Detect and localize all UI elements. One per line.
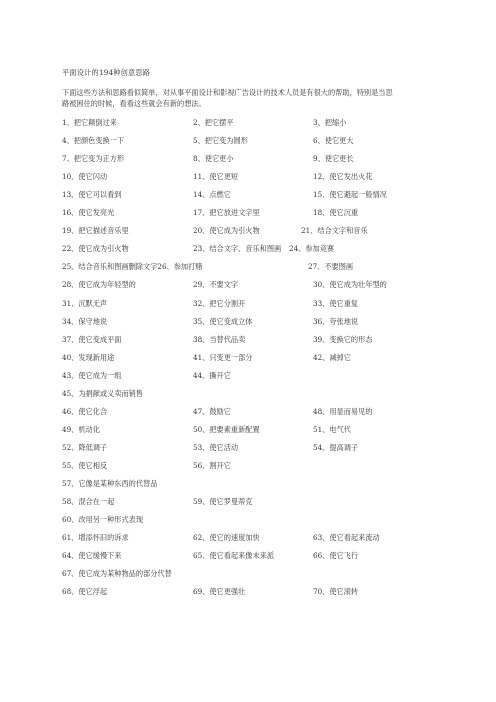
list-item: 5、把它变为圆形 <box>193 136 248 146</box>
list-item: 25、结合音乐和图画删除文字26、参加打赌 <box>62 262 203 272</box>
list-row <box>62 424 462 435</box>
list-item: 64、使它缓慢下来 <box>62 551 122 561</box>
list-item: 42、减掉它 <box>313 352 351 362</box>
list-item: 55、使它相反 <box>62 460 108 470</box>
list-item: 53、使它活动 <box>193 442 239 452</box>
list-row <box>62 117 462 128</box>
list-item: 13、使它可以看到 <box>62 190 122 200</box>
list-item: 51、电气代 <box>313 424 351 434</box>
list-item: 44、撕开它 <box>193 370 231 380</box>
list-item: 29、不要文字 <box>193 280 239 290</box>
list-item: 35、使它变成立体 <box>193 316 253 326</box>
list-item: 7、把它变为正方形 <box>62 154 125 164</box>
list-item: 19、把它描述音乐里 <box>62 226 129 236</box>
list-item: 50、把要素重新配置 <box>193 424 260 434</box>
list-item: 28、使它成为年轻型的 <box>62 280 136 290</box>
list-row <box>62 261 462 272</box>
list-item: 48、用显而易见的 <box>313 406 373 416</box>
list-item: 27、不要图画 <box>308 262 354 272</box>
list-item: 37、使它变成平面 <box>62 334 122 344</box>
list-row <box>62 316 462 327</box>
list-row <box>62 550 462 561</box>
list-item: 22、使它成为引火物 <box>62 244 129 254</box>
list-item: 59、使它罗曼蒂克 <box>193 497 253 507</box>
list-row <box>62 586 462 597</box>
list-item: 63、使它看起来流动 <box>313 533 380 543</box>
list-row <box>62 370 462 381</box>
list-item: 43、使它成为一组 <box>62 370 122 380</box>
list-item: 66、使它飞行 <box>313 551 359 561</box>
list-item: 52、降低调子 <box>62 442 108 452</box>
list-item: 58、混合在一起 <box>62 497 115 507</box>
list-item: 4、把颜色变换一下 <box>62 136 125 146</box>
list-row <box>62 225 462 236</box>
list-row <box>62 352 462 363</box>
list-item: 38、当替代品卖 <box>193 334 246 344</box>
list-item: 30、使它成为壮年型的 <box>313 280 387 290</box>
list-item: 68、使它浮起 <box>62 587 108 597</box>
list-item: 65、使它看起来像未来派 <box>193 551 275 561</box>
list-item: 67、使它成为某种物品的部分代替 <box>62 569 172 579</box>
list-item: 1、把它颠倒过来 <box>62 118 117 127</box>
list-row <box>62 135 462 146</box>
list-item: 31、沉默无声 <box>62 298 108 308</box>
list-item: 36、夸张地说 <box>313 316 359 326</box>
list-row <box>62 334 462 345</box>
list-row <box>62 189 462 200</box>
list-item: 61、增添怀旧的诉求 <box>62 533 129 543</box>
list-row <box>62 406 462 417</box>
list-item: 69、使它更强壮 <box>193 587 246 597</box>
list-row <box>62 243 462 254</box>
list-row <box>62 171 462 182</box>
list-row <box>62 153 462 164</box>
list-item: 16、使它发亮光 <box>62 208 115 218</box>
list-item: 3、把缩小 <box>313 118 347 127</box>
list-item: 20、使它成为引火物 <box>193 226 260 236</box>
list-item: 11、使它更短 <box>193 172 239 182</box>
list-item: 24、参加竞赛 <box>289 244 335 254</box>
list-item: 12、使它发出火花 <box>313 172 373 182</box>
list-item: 15、使它避起一般情况 <box>313 190 387 200</box>
list-item: 21、结合文字和音乐 <box>301 226 368 236</box>
list-item: 2、把它摆平 <box>193 118 234 127</box>
list-item: 10、使它闪动 <box>62 172 108 182</box>
list-row <box>62 496 462 507</box>
list-row <box>62 532 462 543</box>
list-item: 18、使它沉重 <box>313 208 359 218</box>
list-item: 41、只变更一部分 <box>193 352 253 362</box>
list-item: 14、点燃它 <box>193 190 231 200</box>
list-item: 54、提高调子 <box>313 442 359 452</box>
list-item: 45、为捐献或义卖而销售 <box>62 388 144 398</box>
list-row <box>62 514 462 525</box>
list-row <box>62 460 462 471</box>
list-row <box>62 388 462 399</box>
list-item: 47、鼓励它 <box>193 406 231 416</box>
list-row <box>62 478 462 489</box>
list-item: 17、把它放进文字里 <box>193 208 260 218</box>
intro-line: 路被困住的时候，看看这些就会有新的想法。 <box>62 99 206 108</box>
list-row <box>62 279 462 290</box>
list-item: 23、结合文字、音乐和图画 <box>193 244 282 254</box>
list-item: 62、使它的速度加快 <box>193 533 260 543</box>
list-item: 39、变换它的形态 <box>313 334 373 344</box>
list-item: 33、使它重复 <box>313 298 359 308</box>
list-item: 9、使它更长 <box>313 154 354 164</box>
list-item: 46、使它化合 <box>62 406 108 416</box>
list-item: 56、割开它 <box>193 460 231 470</box>
list-item: 34、保守地说 <box>62 316 108 326</box>
list-row <box>62 442 462 453</box>
list-item: 60、改用另一种形式表现 <box>62 515 144 525</box>
list-item: 6、使它更大 <box>313 136 354 146</box>
list-row <box>62 298 462 309</box>
list-item: 70、使它滚转 <box>313 587 359 597</box>
list-row <box>62 207 462 218</box>
document-title: 平面设计的194种创意思路 <box>62 68 151 77</box>
list-item: 8、使它更小 <box>193 154 234 164</box>
list-item: 32、把它分割开 <box>193 298 246 308</box>
list-item: 57、它像是某种东西的代替品 <box>62 479 158 488</box>
intro-line: 下面这些方法和思路看似简单，对从事平面设计和影视广告设计的技术人员是有很大的帮助，特别是当思 <box>62 88 393 97</box>
list-item: 40、发现新用途 <box>62 352 115 362</box>
list-row <box>62 568 462 579</box>
list-item: 49、机动化 <box>62 424 100 434</box>
